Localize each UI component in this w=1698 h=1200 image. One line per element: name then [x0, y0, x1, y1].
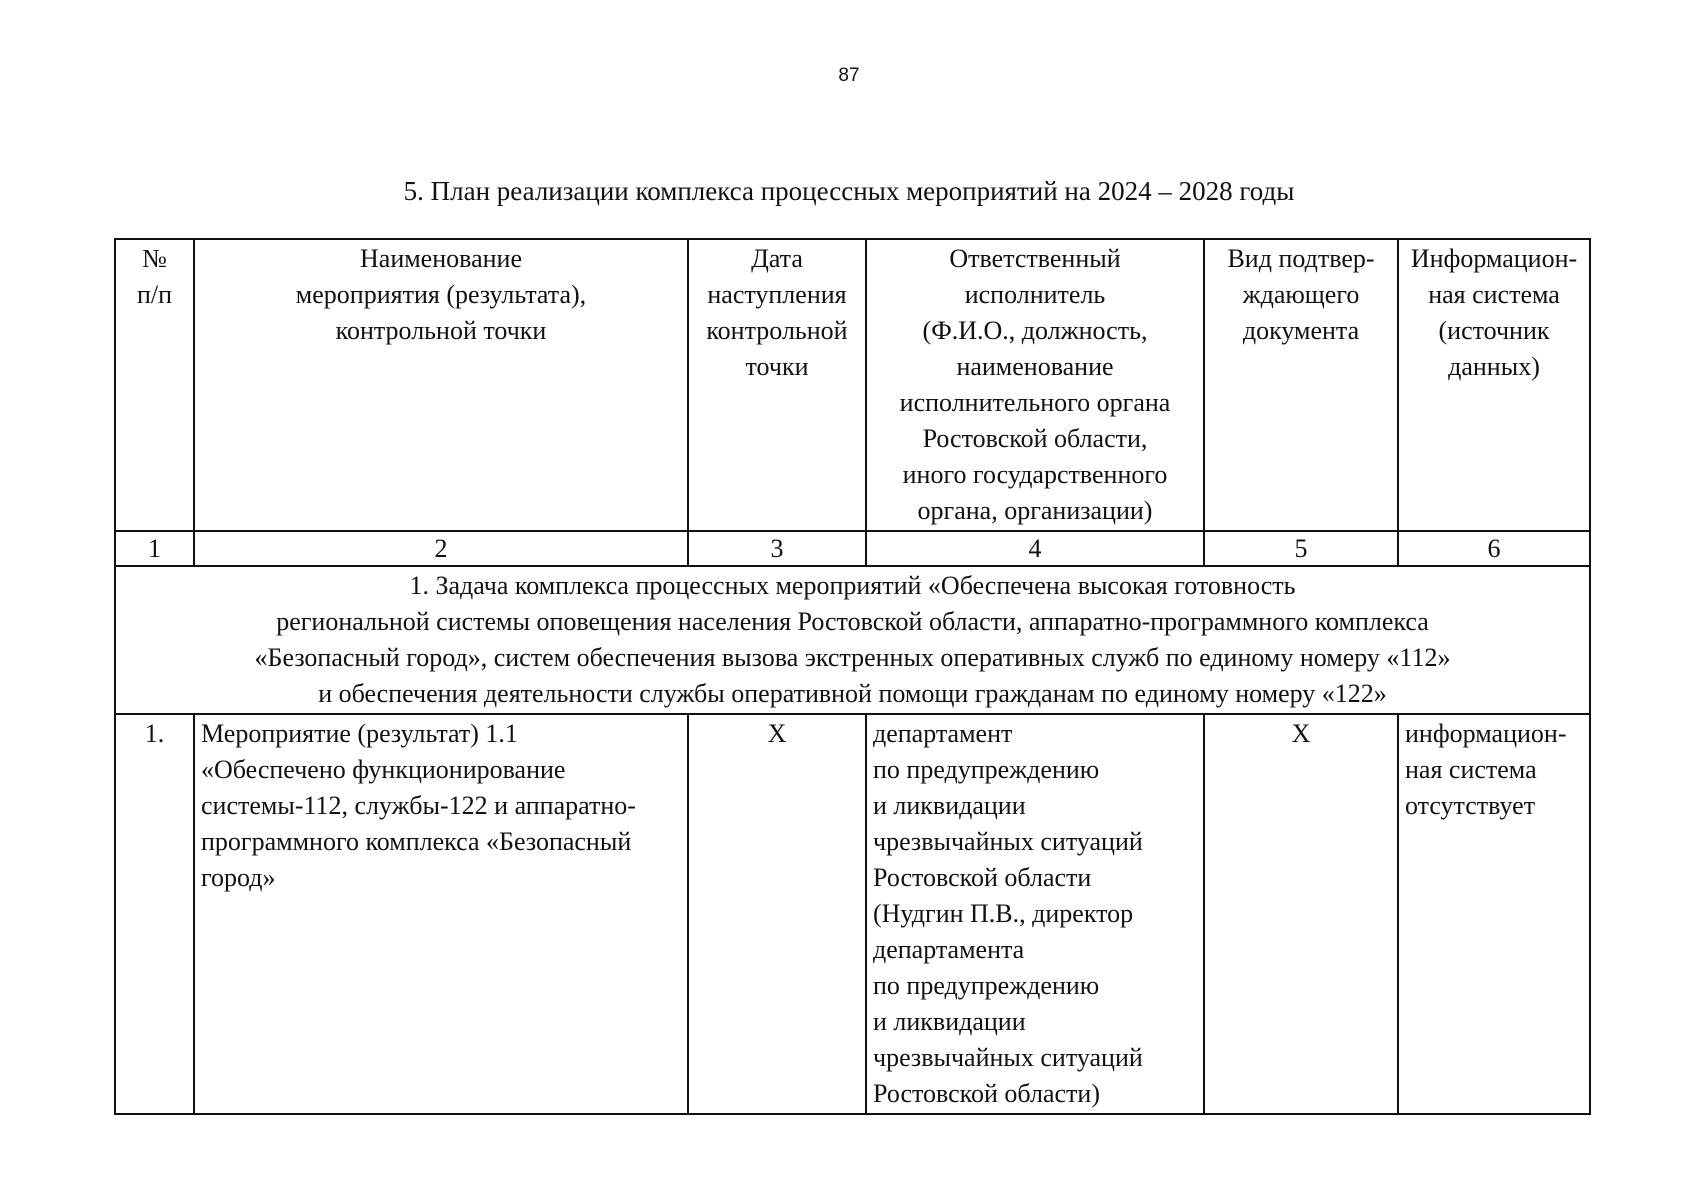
- info-system: информацион- ная система отсутствует: [1398, 714, 1590, 1114]
- responsible-executor: департамент по предупреждению и ликвидации чрезвычайных ситуаций Ростовской области (Нудгин П.В., директор департамента по предупреждению и ликвидации чрезвычайных ситуаций Ростовской области): [866, 714, 1204, 1114]
- column-number: 1: [115, 531, 194, 566]
- row-number: 1.: [115, 714, 194, 1114]
- column-number: 3: [688, 531, 866, 566]
- plan-table: [114, 238, 1591, 1115]
- column-number: 6: [1398, 531, 1590, 566]
- table-header-row: [115, 239, 1590, 531]
- column-number-row: [115, 531, 1590, 566]
- document-type: X: [1204, 714, 1398, 1114]
- header-info-system: Информацион- ная система (источник данных): [1398, 239, 1590, 531]
- header-checkpoint-date: Дата наступления контрольной точки: [688, 239, 866, 531]
- column-number: 4: [866, 531, 1204, 566]
- task-heading: 1. Задача комплекса процессных мероприятий «Обеспечена высокая готовность региональной системы оповещения населения Ростовской области, аппаратно-программного комплекса «Безопасный город», систем обеспечения вызова экстренных оперативных служб по единому номеру «112» и обеспечения деятельности службы оперативной помощи гражданам по единому номеру «122»: [115, 566, 1590, 714]
- section-title: 5. План реализации комплекса процессных мероприятий на 2024 – 2028 годы: [403, 176, 1295, 206]
- table-row: [115, 714, 1590, 1114]
- header-responsible: Ответственный исполнитель (Ф.И.О., должность, наименование исполнительного органа Ростовской области, иного государственного органа, организации): [866, 239, 1204, 531]
- header-activity-name: Наименование мероприятия (результата), контрольной точки: [194, 239, 688, 531]
- header-document-type: Вид подтвер- ждающего документа: [1204, 239, 1398, 531]
- task-row: [115, 566, 1590, 714]
- header-number: № п/п: [115, 239, 194, 531]
- activity-name: Мероприятие (результат) 1.1 «Обеспечено функционирование системы-112, службы-122 и аппаратно- программного комплекса «Безопасный город»: [194, 714, 688, 1114]
- page-number: 87: [838, 65, 860, 86]
- column-number: 2: [194, 531, 688, 566]
- checkpoint-date: X: [688, 714, 866, 1114]
- column-number: 5: [1204, 531, 1398, 566]
